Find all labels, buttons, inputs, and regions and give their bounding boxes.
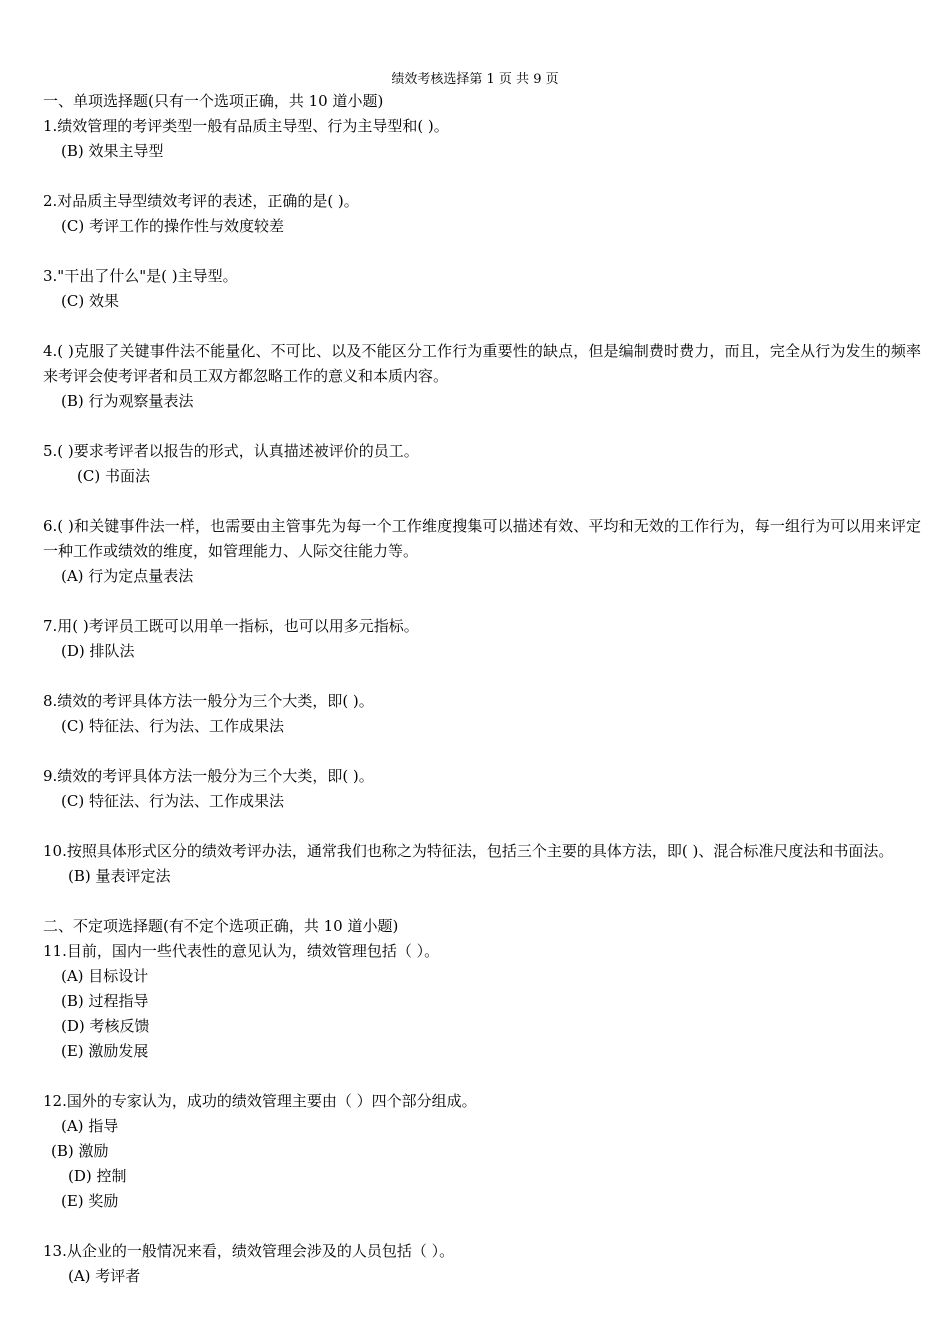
answer-option: (A) 行为定点量表法: [61, 567, 194, 585]
question-text: 12.国外的专家认为，成功的绩效管理主要由（ ）四个部分组成。: [43, 1092, 477, 1110]
answer-option: (A) 考评者: [68, 1267, 141, 1285]
question-text: 5.( )要求考评者以报告的形式，认真描述被评价的员工。: [43, 442, 419, 460]
question-text: 7.用( )考评员工既可以用单一指标，也可以用多元指标。: [43, 617, 419, 635]
question-1: [43, 114, 921, 164]
answer-option: (C) 书面法: [77, 467, 150, 485]
question-text: 8.绩效的考评具体方法一般分为三个大类，即( )。: [43, 692, 374, 710]
question-11: [43, 939, 921, 1064]
page-header: 绩效考核选择第 1 页 共 9 页: [391, 72, 559, 87]
question-4: [43, 339, 921, 414]
answer-option: (B) 行为观察量表法: [61, 392, 194, 410]
answer-option: (A) 指导: [61, 1117, 119, 1135]
question-text: 2.对品质主导型绩效考评的表述，正确的是( )。: [43, 192, 359, 210]
document-body: [43, 89, 921, 1289]
question-text: 6.( )和关键事件法一样，也需要由主管事先为每一个工作维度搜集可以描述有效、平均和无效的工作行为，每一组行为可以用来评定一种工作或绩效的维度，如管理能力、人际交往能力等。: [43, 517, 921, 560]
answer-option: (B) 过程指导: [61, 992, 149, 1010]
question-2: [43, 189, 921, 239]
answer-option: (B) 量表评定法: [68, 867, 171, 885]
section-title-multiple-choice: 二、不定项选择题(有不定个选项正确，共 10 道小题): [43, 917, 399, 935]
answer-option: (A) 目标设计: [61, 967, 149, 985]
question-10: [43, 839, 921, 889]
question-7: [43, 614, 921, 664]
question-text: 11.目前，国内一些代表性的意见认为，绩效管理包括（ ）。: [43, 942, 440, 960]
answer-option: (D) 控制: [68, 1167, 127, 1185]
question-6: [43, 514, 921, 589]
question-5: [43, 439, 921, 489]
question-3: [43, 264, 921, 314]
question-9: [43, 764, 921, 814]
answer-option: (C) 特征法、行为法、工作成果法: [61, 792, 284, 810]
question-text: 10.按照具体形式区分的绩效考评办法，通常我们也称之为特征法，包括三个主要的具体方法，即( )、混合标准尺度法和书面法。: [43, 842, 894, 860]
question-text: 3."干出了什么"是( )主导型。: [43, 267, 238, 285]
section-title-single-choice: 一、单项选择题(只有一个选项正确，共 10 道小题): [43, 92, 384, 110]
answer-option: (D) 排队法: [61, 642, 135, 660]
answer-option: (E) 激励发展: [61, 1042, 149, 1060]
question-13: [43, 1239, 921, 1289]
question-8: [43, 689, 921, 739]
question-text: 4.( )克服了关键事件法不能量化、不可比、以及不能区分工作行为重要性的缺点，但是编制费时费力，而且，完全从行为发生的频率来考评会使考评者和员工双方都忽略工作的意义和本质内容。: [43, 342, 921, 385]
answer-option: (D) 考核反馈: [61, 1017, 150, 1035]
answer-option: (C) 特征法、行为法、工作成果法: [61, 717, 284, 735]
answer-option: (C) 考评工作的操作性与效度较差: [61, 217, 284, 235]
answer-option: (B) 激励: [51, 1142, 109, 1160]
answer-option: (E) 奖励: [61, 1192, 119, 1210]
answer-option: (C) 效果: [61, 292, 119, 310]
question-text: 13.从企业的一般情况来看，绩效管理会涉及的人员包括（ ）。: [43, 1242, 455, 1260]
question-text: 1.绩效管理的考评类型一般有品质主导型、行为主导型和( )。: [43, 117, 449, 135]
question-text: 9.绩效的考评具体方法一般分为三个大类，即( )。: [43, 767, 374, 785]
question-12: [43, 1089, 921, 1214]
answer-option: (B) 效果主导型: [61, 142, 164, 160]
